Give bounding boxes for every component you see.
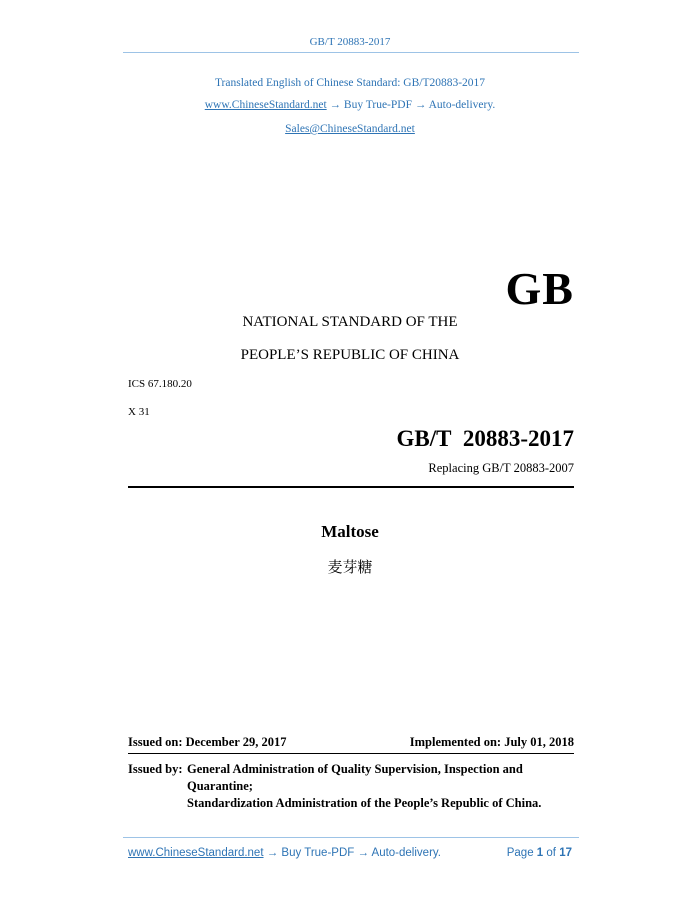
national-standard-line1: NATIONAL STANDARD OF THE	[242, 314, 458, 330]
footer-purchase-line	[128, 847, 441, 859]
issued-by-line: Quarantine;	[187, 779, 253, 793]
translation-purchase-line	[0, 99, 700, 111]
issued-by-line: General Administration of Quality Supervision, Inspection and	[187, 762, 523, 776]
footer-purchase-text: → Buy True-PDF → Auto-delivery.	[263, 847, 441, 859]
national-standard-line2: PEOPLE’S REPUBLIC OF CHINA	[240, 347, 460, 363]
page-number: 1	[536, 847, 544, 859]
replacing-note: Replacing GB/T 20883-2007	[428, 461, 574, 475]
email-line	[0, 123, 700, 135]
footer-divider	[123, 837, 579, 838]
website-link[interactable]: www.ChineseStandard.net	[204, 99, 327, 111]
implemented-date: Implemented on: July 01, 2018	[409, 735, 574, 749]
translation-notice: Translated English of Chinese Standard: GB/T20883-2017	[214, 77, 486, 89]
issued-by-label: Issued by:	[128, 762, 183, 776]
page-of-label: of	[546, 847, 556, 859]
gb-mark: GB	[505, 263, 574, 314]
issued-by-line: Standardization Administration of the People’s Republic of China.	[187, 796, 542, 810]
page-indicator	[507, 847, 572, 859]
ics-code: ICS 67.180.20	[128, 378, 192, 390]
page-label: Page	[506, 847, 534, 859]
email-link[interactable]: Sales@ChineseStandard.net	[285, 123, 415, 135]
title-english: Maltose	[321, 522, 379, 541]
ccs-code: X 31	[128, 406, 150, 418]
running-header: GB/T 20883-2017	[309, 36, 391, 48]
title-divider	[128, 486, 574, 488]
issued-date: Issued on: December 29, 2017	[128, 735, 287, 749]
purchase-text: → Buy True-PDF → Auto-delivery.	[326, 99, 496, 111]
title-chinese: 麦芽糖	[327, 558, 373, 576]
standard-code: GB/T 20883-2017	[396, 426, 574, 451]
page-total: 17	[559, 847, 572, 859]
header-divider	[123, 52, 579, 53]
footer-website-link[interactable]: www.ChineseStandard.net	[128, 847, 264, 859]
dates-divider	[128, 753, 574, 754]
